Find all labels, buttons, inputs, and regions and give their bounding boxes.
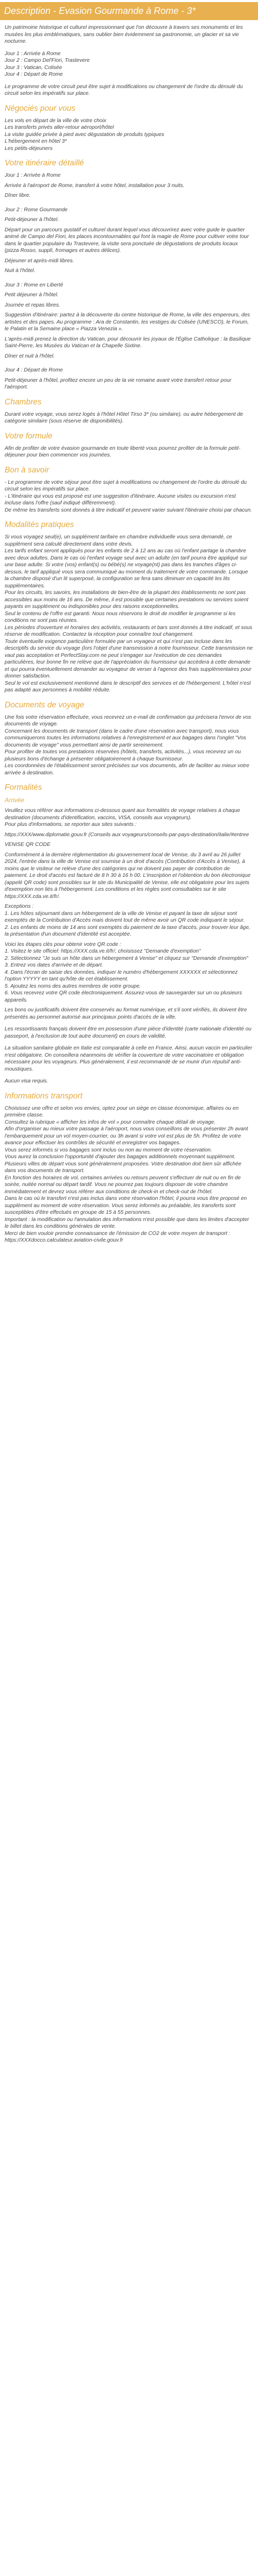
j1-text: Arrivée à l'aéroport de Rome, transfert à votre hôtel, installation pour 3 nuits.: [5, 182, 185, 189]
qr-step: 2. Sélectionnez "Je suis un hôte dans un hébergement à Venise" et cliquez sur "Demande d'exemption": [5, 955, 248, 961]
negocies-item: La visite guidée privée à pied avec dégustation de produits typiques: [5, 131, 165, 138]
modalites-p3: Pour les circuits, les savoirs, les installations de bien-être de la plupart des établissements ne sont pas accessibles aux moins de 16 ans. De même, il est possible que certaines prestations ou services soient payants en supplément ou indisponibles pour des raisons exceptionnelles.: [5, 590, 249, 609]
transport-title: Informations transport: [5, 1091, 83, 1100]
j3-text: Suggestion d'itinéraire: partez à la découverte du centre historique de Rome, la ville des empereurs, des artistes et des papes. Au programme : Ara de Constantin, les vestiges du Colisée (UNESCO), le Forum, le Palatin et la Semaine place « Piazza Venezia ».: [5, 312, 250, 332]
formalites-p1: Veuillez vous référer aux informations ci-dessous quant aux formalités de voyage relatives à chaque destination (documents d'identification, vaccins, VISA, conseils aux voyageurs).: [5, 808, 240, 821]
qr-step: 3. Entrez vos dates d'arrivée et de départ.: [5, 962, 103, 968]
modalites-p6: Toute éventuelle exigence particulière formulée par un voyageur et qui n'est pas incluse dans les descriptifs du service du voyage (lors l'objet d'une transmission à notre fournisseur. Cette transmission ne vaut pas acceptation et PerfectStay.com ne peut s'engager sur l'exécution de ces demandes particulières, leur bonne fin ne relève que de l'appréciation du fournisseur qui accèdera à cette demande et qui pourra éventuellement demander au voyageur de verser à l'agence des frais supplémentaires pour donner satisfaction.: [5, 638, 253, 679]
transport-p4: Vous serez informés si vos bagages sont inclus ou non au moment de votre réservation.: [5, 1147, 212, 1153]
transport-p7: En fonction des horaires de vol, certaines arrivées ou retours peuvent s'effectuer de nuit ou en fin de soirée, nuitée normal ou départ tardif. Vous ne pourrez pas toujours disposer de votre chambre immédiatement et devrez vous référer aux conditions de check-in et check-out de l'hôtel.: [5, 1175, 241, 1195]
documents-p2: Concernant les documents de transport (dans le cadre d'une réservation avec transport), nous vous communiquerons toutes les informations relatives à l'enregistrement et aux bagages dans l'onglet "Vos documents de voyage" vous permettant ainsi de partir sereinement.: [5, 728, 246, 748]
programme-note: Le programme de votre circuit peut être sujet à modifications ou changement de l'ordre du déroulé du circuit selon les impératifs sur place.: [5, 83, 243, 96]
chambres-text: Durant votre voyage, vous serez logés à l'hôtel Hôtel Tirso 3* (ou similaire). ou autre hébergement de catégorie similaire (sous réserve de disponibilités).: [5, 411, 244, 424]
exception-item: 1. Les hôtes séjournant dans un hébergement de la ville de Venise et payant la taxe de séjour sont exemptés de la Contribution d'Accès mais doivent tout de même avoir un QR code indiquant le séjour.: [5, 910, 245, 923]
formalites-p7: La situation sanitaire globale en Italie est comparable à celle en France. Ainsi, aucun vaccin en particulier n'est obligatoire. On conseillera néanmoins de vérifier la couverture de votre vaccinatoire et obligation nécessaire pour les voyageurs. Plus généralement, il est recommandé de se munir d'un répulsif anti-moustiques.: [5, 1045, 252, 1072]
documents-p3: Pour profiter de toutes vos prestations réservées (hôtels, transferts, activités...), vous recevrez un ou plusieurs bons d'échange à présenter obligatoirement à chaque fournisseur.: [5, 749, 241, 762]
day-2: Jour 2 : Campo Del'Fiori, Trastevere: [5, 58, 90, 63]
j1-meal: Dîner libre.: [5, 193, 31, 198]
formule-title: Votre formule: [5, 431, 53, 440]
formule-text: Afin de profiter de votre évasion gourmande en toute liberté vous pourrez profiter de la formule petit-déjeuner pour bien commencer vos journées.: [5, 445, 240, 458]
modalites-p1: Si vous voyagez seul(e), un supplément tarifaire en chambre individuelle vous sera demandé, ce supplément sera calculé directement dans votre devis.: [5, 534, 232, 547]
qr-head: Voici les étapes clés pour obtenir votre QR code :: [5, 941, 121, 947]
savoir-p1: - Le programme de votre séjour peut être sujet à modifications ou changement de l'ordre du déroulé du circuit selon les impératifs sur place.: [5, 479, 247, 492]
modalites-p4: Seul le contenu de l'offre est garanti. Nous nous réservons le droit de modifier le programme si les conditions ne sont pas réunies.: [5, 611, 236, 623]
day-4: Jour 4 : Départ de Rome: [5, 72, 63, 77]
savoir-title: Bon à savoir: [5, 465, 50, 474]
formalites-arrivee: Arrivée: [5, 796, 25, 804]
formalites-p2: Pour plus d'informations, se reporter aux sites suivants :: [5, 822, 137, 827]
transport-p3: Afin d'organiser au mieux votre passage à l'aéroport, nous vous conseillons de vous présenter 2h avant l'embarquement pour un vol moyen-courrier, ou 3h avant si votre vol est plus de 5h. Profitez de votre avance pour effectuer les contrôles de sécurité et enregistrer vos bagages.: [5, 1126, 248, 1146]
transport-p5: Vous aurez la conclusion l'opportunité d'ajouter des bagages additionnels moyennant supplément.: [5, 1154, 236, 1160]
j2-pd: Petit-déjeuner à l'hôtel.: [5, 217, 59, 223]
documents-p4: Les coordonnées de l'établissement seront précisées sur vos documents, afin de faciliter au mieux votre arrivée à destination.: [5, 763, 250, 776]
transport-p9: Important : la modification ou l'annulation des informations n'est possible que dans les limites d'accepter le billet dans les conditions générales de vente.: [5, 1216, 249, 1229]
j3-dinner: Dîner et nuit à l'hôtel.: [5, 353, 55, 359]
day-3: Jour 3 : Vatican, Colisée: [5, 64, 62, 71]
transport-p8: Dans le cas où le transfert n'est pas inclus dans votre réservation l'hôtel, il pourra vous être proposé en supplément au moment de votre réservation. Vous serez informés au préalable, les transferts sont susceptibles d'être effectués en groupe de 15 à 55 personnes.: [5, 1196, 247, 1215]
j2-text: Départ pour un parcours gustatif et culturel durant lequel vous découvrirez avec votre guide le quartier animé de Campo del Fiori, les places incontournables qui font la magie de Rome pour cultiver votre tour dans le quartier populaire du Trastevere, la visite sera ponctuée de dégustations de produits locaux (pizza Rosso, supplì, fromages et autres délices).: [5, 227, 249, 253]
chambres-title: Chambres: [5, 397, 42, 406]
qr-step: 4. Dans l'écran de saisie des données, indiquer le numéro d'hébergement XXXXXX et sélectionnez l'option YYYYY en tant qu'hôte de cet établissement.: [5, 969, 238, 982]
documents-title: Documents de voyage: [5, 700, 85, 709]
savoir-p3: De même les transferts sont donnés à titre indicatif et peuvent varier suivant l'itinéraire choisi par chacun.: [5, 507, 252, 513]
content: [0, 20, 258, 1244]
documents-p1: Une fois votre réservation effectuée, vous recevrez un e-mail de confirmation qui précisera l'envoi de vos documents de voyage.: [5, 714, 251, 727]
qr-step: 1. Visitez le site officiel: https://XXX.cda.ve.it/fr/, choisissez "Demande d'exemption": [5, 948, 201, 954]
j2-lunch: Déjeuner et après-midi libres.: [5, 258, 74, 264]
itineraire-title: Votre itinéraire détaillé: [5, 159, 84, 167]
j4-head: Jour 4 : Départ de Rome: [5, 367, 63, 373]
exceptions-head: Exceptions :: [5, 904, 34, 909]
formalites-title: Formalités: [5, 783, 42, 792]
j3-text2: L'après-midi prenez la direction du Vatican, pour découvrir les joyaux de l'Église Catholique : la Basilique Saint-Pierre, les Musées du Vatican et la Chapelle Sixtine.: [5, 336, 251, 349]
transport-p10: Merci de bien vouloir prendre connaissance de l'émission de CO2 de votre moyen de transport : https://XXXdocco.calculateur.aviation-civile.gouv.fr: [5, 1230, 230, 1243]
negocies-item: Les vols en départ de la ville de votre choix: [5, 117, 106, 124]
j1-head: Jour 1 : Arrivée à Rome: [5, 173, 61, 178]
formalites-p4: Conformément à la dernière réglementation du gouvernement local de Venise, du 3 avril au 26 juillet 2024, l'entrée dans la ville de Venise est soumise à un droit d'accès (Contribution d'Accès à Venise), à moins que le visiteur ne relève d'une des catégories qui ne doivent pas payer de contribution de paiement. Le droit d'accès est facturé de 8 h 30 à 16 h 00. L'inscription et l'obtention du bon électronique (appelé QR code) sont possibles sur le site du Municipalité de Venise, elle est obligatoire pour les sujets d'exemption non liés à l'hébergement. Les conditions et les règles sont consultables sur le site https://XXX.cda.ve.it/fr/.: [5, 852, 251, 900]
formalites-p8: Aucun visa requis.: [5, 1078, 49, 1084]
transport-p1: Choisissez une offre et selon vos envies, optez pour un siège en classe économique, affaires ou en première classe.: [5, 1105, 239, 1118]
j2-head: Jour 2 : Rome Gourmande: [5, 207, 68, 213]
j4-text: Petit-déjeuner à l'hôtel, profitez encore un peu de la vie romaine avant votre transfert retour pour l'aéroport.: [5, 377, 232, 390]
modalites-p2: Les tarifs enfant seront appliqués pour les enfants de 2 à 12 ans au cas où l'enfant partage la chambre avec deux adultes. Dans le cas où l'enfant voyage seul avec un adulte (en tarif pourra être appliqué sur une base adulte. Si votre (vos) enfant(s) ou bébé(s) ne voyage(nt) pas dans les tranches d'âges ci-dessus, le tarif appliqué vous sera communiqué au moment du traitement de votre commande. Lorsque la chambre disposé d'un lit superposé, la configuration se fera sans diminuer en capacité les lits supplémentaires.: [5, 548, 248, 589]
qr-step: 5. Ajoutez les noms des autres membres de votre groupe.: [5, 983, 141, 989]
modalites-p7: Seul le vol est exclusivement mentionné dans le descriptif des services et de l'hébergement. L'hôtel n'est pas adapté aux personnes à mobilité réduite.: [5, 680, 251, 693]
negocies-item: Les petits-déjeuners: [5, 145, 53, 151]
day-1: Jour 1 : Arrivée à Rome: [5, 50, 61, 57]
negocies-item: L'hébergement en hôtel 3*: [5, 139, 67, 144]
j2-night: Nuit à l'hôtel.: [5, 268, 36, 274]
page-title: Description - Evasion Gourmande à Rome - 3*: [0, 2, 258, 20]
qr-step: 6. Vous recevrez votre QR code électroniquement. Assurez-vous de sauvegarder sur un ou plusieurs appareils.: [5, 990, 242, 1003]
transport-p2: Consultez la rubrique « afficher les infos de vol » pour connaître chaque détail de voyage.: [5, 1119, 216, 1125]
modalites-title: Modalités pratiques: [5, 520, 74, 529]
savoir-p2: - L'itinéraire qui vous est proposé est une suggestion d'itinéraire. Aucune visites ou excursion n'est incluse dans l'offre (sauf indiqué différemment).: [5, 493, 236, 506]
transport-p6: Plusieurs villes de départ vous sont généralement proposées. Votre destination doit bien sûr affichée dans vos documents de transport.: [5, 1161, 241, 1174]
formalites-p5: Les bons ou justificatifs doivent être conservés au format numérique, et s'il sont vérifiés, ils doivent être présentés au personnel autorisé aux principaux points d'accès de la ville.: [5, 1007, 247, 1020]
negocies-title: Négociés pour vous: [5, 104, 75, 113]
formalites-link[interactable]: https://XXX/www.diplomatie.gouv.fr (Conseils aux voyageurs/conseils-par-pays-destination/italie/#entree: [5, 832, 249, 838]
j3-head: Jour 3 : Rome en Liberté: [5, 282, 63, 288]
j3-pd: Petit déjeuner à l'hôtel.: [5, 292, 59, 298]
j3-free: Journée et repas libres.: [5, 302, 60, 308]
formalites-p6: Les ressortissants français doivent être en possession d'une pièce d'identité (carte nationale d'identité ou passeport, à l'exclusion de tout autre document) en cours de validité.: [5, 1026, 252, 1039]
formalites-visa: VENISE QR CODE: [5, 842, 51, 848]
modalites-p5: Les périodes d'ouverture et horaires des activités, restaurants et bars sont donnés à titre indicatif, et sous réserve de modification. Contactez la réception pour connaître tout changement.: [5, 624, 252, 637]
exception-item: 2. Les enfants de moins de 14 ans sont exemptés du paiement de la taxe d'accès, pour trouver leur âge, la présentation d'un document d'identité est acceptée.: [5, 924, 250, 937]
negocies-item: Les transferts privés aller-retour aéroport/hôtel: [5, 125, 114, 130]
intro-text: Un patrimoine historique et culturel impressionnant que l'on découvre à travers ses monuments et les musées les plus emblématiques, sans oublier bien évidemment sa gastronomie, un glacier et sa vie nocturne.: [5, 25, 243, 44]
